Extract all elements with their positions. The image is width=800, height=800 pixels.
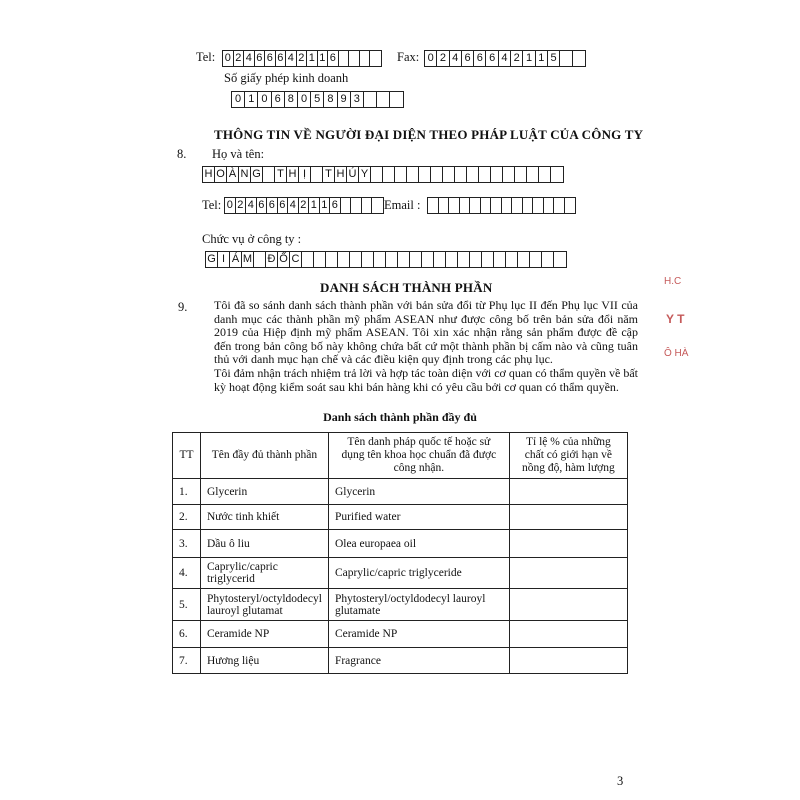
char-box: 0 (425, 51, 437, 66)
cell-ratio (509, 621, 627, 648)
char-box (390, 92, 403, 107)
char-box: 2 (236, 198, 247, 213)
char-box (560, 51, 572, 66)
char-box (350, 252, 362, 267)
char-box: H (203, 167, 215, 182)
char-box (254, 252, 266, 267)
cell-ratio (509, 505, 627, 530)
char-box (530, 252, 542, 267)
char-box: 0 (258, 92, 271, 107)
char-box (533, 198, 544, 213)
char-box: 6 (278, 198, 289, 213)
char-box: H (335, 167, 347, 182)
rep-tel-label: Tel: (202, 198, 222, 212)
char-box: Đ (266, 252, 278, 267)
char-box: 2 (234, 51, 245, 66)
cell-tt: 3. (173, 530, 201, 558)
char-box (339, 51, 350, 66)
table-row (173, 479, 628, 505)
char-box: 5 (548, 51, 560, 66)
char-box (479, 167, 491, 182)
char-box: 6 (474, 51, 486, 66)
char-box: 6 (328, 51, 339, 66)
ingredients-paragraph-2: Tôi đảm nhận trách nhiệm trả lời và hợp tác toàn diện với cơ quan có thẩm quyền về bất kỳ hoạt động kiểm soát sau khi bán hàng khi có yêu cầu bởi cơ quan có thẩm quyền. (214, 366, 638, 394)
char-box (515, 167, 527, 182)
rep-heading: THÔNG TIN VỀ NGƯỜI ĐẠI DIỆN THEO PHÁP LUẬT CỦA CÔNG TY (214, 127, 644, 142)
char-box (314, 252, 326, 267)
char-box (503, 167, 515, 182)
char-box (455, 167, 467, 182)
table-row (173, 505, 628, 530)
char-box: 1 (245, 92, 258, 107)
char-box: T (323, 167, 335, 182)
char-box (573, 51, 585, 66)
char-box: T (275, 167, 287, 182)
fax-boxes (424, 50, 586, 67)
name-boxes (202, 166, 564, 183)
char-box: 2 (511, 51, 523, 66)
char-box: 4 (288, 198, 299, 213)
name-label: Họ và tên: (212, 147, 265, 161)
char-box: I (218, 252, 230, 267)
char-box: Ú (347, 167, 359, 182)
char-box (362, 198, 373, 213)
char-box (449, 198, 460, 213)
char-box (410, 252, 422, 267)
char-box (470, 198, 481, 213)
position-boxes (205, 251, 567, 268)
char-box (518, 252, 530, 267)
char-box: M (242, 253, 253, 265)
table-row (173, 621, 628, 648)
cell-ratio (509, 530, 627, 558)
stamp-fragment-2: Y T (666, 312, 685, 326)
char-box: 1 (318, 51, 329, 66)
char-box (554, 198, 565, 213)
char-box (458, 252, 470, 267)
cell-inci: Olea europaea oil (328, 530, 509, 558)
char-box (494, 252, 506, 267)
email-boxes (427, 197, 576, 214)
char-box: H (287, 167, 299, 182)
cell-name: Hương liệu (200, 648, 328, 674)
char-box (443, 167, 455, 182)
char-box (565, 198, 576, 213)
cell-inci: Fragrance (328, 648, 509, 674)
char-box (383, 167, 395, 182)
char-box (349, 51, 360, 66)
char-box: 6 (257, 198, 268, 213)
char-box: 5 (311, 92, 324, 107)
char-box: 6 (265, 51, 276, 66)
cell-ratio (509, 479, 627, 505)
char-box (311, 167, 323, 182)
char-box (422, 252, 434, 267)
char-box (523, 198, 534, 213)
char-box (364, 92, 377, 107)
cell-inci: Caprylic/capric triglyceride (328, 558, 509, 589)
cell-tt: 7. (173, 648, 201, 674)
char-box: G (251, 167, 263, 182)
char-box: 6 (486, 51, 498, 66)
ingredients-heading: DANH SÁCH THÀNH PHẦN (320, 280, 493, 295)
cell-tt: 1. (173, 479, 201, 505)
cell-inci: Phytosteryl/octyldodecyl lauroyl glutamate (328, 589, 509, 621)
char-box (398, 252, 410, 267)
email-label: Email : (384, 198, 421, 212)
char-box: Ố (278, 252, 290, 267)
cell-tt: 5. (173, 589, 201, 621)
char-box (374, 252, 386, 267)
cell-ratio (509, 648, 627, 674)
header-name: Tên đầy đủ thành phần (200, 433, 328, 479)
char-box: 2 (437, 51, 449, 66)
cell-ratio (509, 558, 627, 589)
char-box (491, 167, 503, 182)
char-box: 4 (450, 51, 462, 66)
char-box: 0 (298, 92, 311, 107)
char-box (351, 198, 362, 213)
char-box (428, 198, 439, 213)
table-row (173, 530, 628, 558)
char-box: Y (359, 167, 371, 182)
char-box (491, 198, 502, 213)
char-box (544, 198, 555, 213)
rep-tel-boxes (224, 197, 384, 214)
fax-label: Fax: (397, 50, 420, 64)
char-box (431, 167, 443, 182)
char-box (419, 167, 431, 182)
ingredients-paragraph-1: Tôi đã so sánh danh sách thành phần với bản sửa đổi từ Phụ lục II đến Phụ lục VII của danh mục các thành phần mỹ phẩm ASEAN như được công bố trên bản sửa đổi năm 2019 của Hiệp định mỹ phẩm ASEAN. Tôi xin xác nhận rằng sản phẩm được đề cập đến trong bản công bố này không chứa bất cứ một thành phần bị cấm nào và cũng tuân thủ với danh mục hạn chế và các điều kiện quy định trong các phụ lục. (214, 298, 638, 366)
cell-name: Dầu ô liu (200, 530, 328, 558)
char-box (371, 167, 383, 182)
char-box (370, 51, 381, 66)
char-box: 6 (267, 198, 278, 213)
char-box (326, 252, 338, 267)
char-box: 4 (286, 51, 297, 66)
char-box: 0 (232, 92, 245, 107)
table-header-row (173, 433, 628, 479)
char-box (482, 252, 494, 267)
page-number: 3 (617, 774, 624, 788)
char-box (470, 252, 482, 267)
cell-inci: Purified water (328, 505, 509, 530)
cell-name: Glycerin (200, 479, 328, 505)
cell-inci: Ceramide NP (328, 621, 509, 648)
char-box (551, 167, 563, 182)
char-box: 1 (536, 51, 548, 66)
char-box: O (215, 167, 227, 182)
char-box (362, 252, 374, 267)
cell-tt: 4. (173, 558, 201, 589)
char-box (341, 198, 352, 213)
char-box (338, 252, 350, 267)
char-box (467, 167, 479, 182)
char-box (539, 167, 551, 182)
char-box: 4 (244, 51, 255, 66)
char-box (527, 167, 539, 182)
cell-tt: 2. (173, 505, 201, 530)
char-box: À (227, 167, 239, 182)
char-box: 2 (297, 51, 308, 66)
char-box (372, 198, 383, 213)
cell-tt: 6. (173, 621, 201, 648)
char-box: 1 (523, 51, 535, 66)
cell-name: Ceramide NP (200, 621, 328, 648)
table-row (173, 558, 628, 589)
ingredients-table (172, 432, 628, 674)
license-label: Số giấy phép kinh doanh (224, 71, 349, 85)
char-box (446, 252, 458, 267)
char-box: 2 (299, 198, 310, 213)
table-row (173, 648, 628, 674)
char-box: Á (230, 252, 242, 267)
char-box: 6 (272, 92, 285, 107)
stamp-fragment-1: H.C (664, 276, 682, 287)
cell-name: Caprylic/capric triglycerid (200, 558, 328, 589)
header-tt: TT (173, 433, 201, 479)
char-box (502, 198, 513, 213)
header-inci: Tên danh pháp quốc tế hoặc sử dụng tên khoa học chuẩn đã được công nhận. (328, 433, 509, 479)
cell-name: Nước tinh khiết (200, 505, 328, 530)
char-box: 6 (462, 51, 474, 66)
tel-boxes (222, 50, 382, 67)
char-box (302, 252, 314, 267)
char-box (395, 167, 407, 182)
ingredients-num: 9. (178, 300, 188, 314)
char-box: C (290, 252, 302, 267)
char-box (439, 198, 450, 213)
char-box (377, 92, 390, 107)
char-box (512, 198, 523, 213)
char-box: 6 (276, 51, 287, 66)
char-box: 0 (223, 51, 234, 66)
char-box (434, 252, 446, 267)
char-box: 9 (338, 92, 351, 107)
char-box: 6 (330, 198, 341, 213)
char-box: 3 (351, 92, 364, 107)
rep-num: 8. (177, 147, 187, 161)
table-row (173, 589, 628, 621)
char-box (360, 51, 371, 66)
cell-ratio (509, 589, 627, 621)
position-label: Chức vụ ở công ty : (202, 232, 302, 246)
char-box: 4 (499, 51, 511, 66)
char-box: G (206, 252, 218, 267)
char-box: 8 (285, 92, 298, 107)
table-title: Danh sách thành phần đầy đủ (323, 410, 477, 424)
char-box: N (239, 167, 251, 182)
char-box (481, 198, 492, 213)
char-box: 1 (309, 198, 320, 213)
char-box: Ị (299, 167, 311, 182)
char-box (554, 252, 566, 267)
license-boxes (231, 91, 404, 108)
cell-name: Phytosteryl/octyldodecyl lauroyl glutamat (200, 589, 328, 621)
cell-inci: Glycerin (328, 479, 509, 505)
header-ratio: Tỉ lệ % của những chất có giới hạn về nồng độ, hàm lượng (509, 433, 627, 479)
char-box (263, 167, 275, 182)
char-box: 8 (324, 92, 337, 107)
char-box (460, 198, 471, 213)
char-box: 1 (320, 198, 331, 213)
char-box: 4 (246, 198, 257, 213)
char-box (542, 252, 554, 267)
stamp-fragment-3: Ô HÀ (664, 348, 689, 359)
char-box: 1 (307, 51, 318, 66)
tel-label: Tel: (196, 50, 216, 64)
char-box (386, 252, 398, 267)
char-box: 0 (225, 198, 236, 213)
char-box (407, 167, 419, 182)
char-box (506, 252, 518, 267)
char-box: 6 (255, 51, 266, 66)
